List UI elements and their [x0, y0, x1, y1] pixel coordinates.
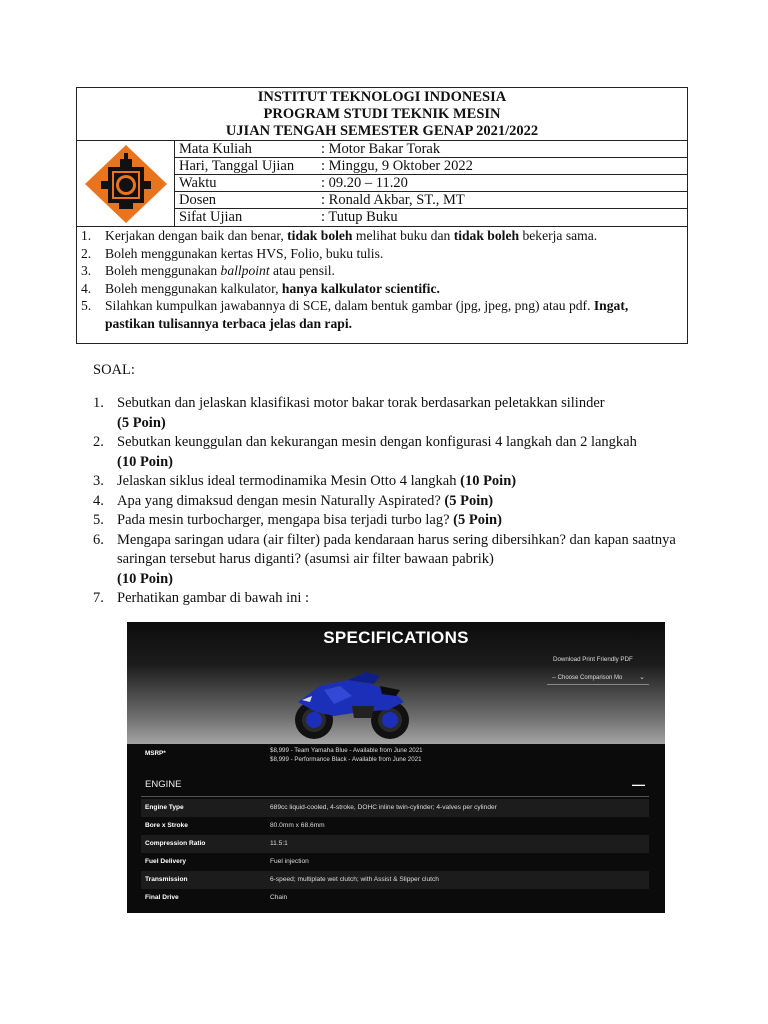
- spec-value: Chain: [270, 894, 288, 901]
- motorcycle-image: [290, 666, 414, 742]
- msrp-value: $8,999 - Team Yamaha Blue - Available from June 2021: [270, 747, 423, 754]
- soal-heading: SOAL:: [93, 362, 135, 378]
- question-item: 2. Sebutkan keunggulan dan kekurangan mesin dengan konfigurasi 4 langkah dan 2 langkah (10 Poin): [93, 434, 637, 470]
- download-pdf-link[interactable]: Download Print Friendly PDF: [553, 656, 633, 663]
- spec-row: [141, 889, 649, 907]
- info-label: Mata Kuliah: [179, 141, 252, 157]
- spec-row: [141, 853, 649, 871]
- comparison-select-value: -- Choose Comparison Mo: [552, 675, 623, 681]
- spec-key: Final Drive: [145, 894, 179, 901]
- rule-item: 5. Silahkan kumpulkan jawabannya di SCE, dalam bentuk gambar (jpg, jpeg, png) atau pdf. Ingat, pastikan tulisannya terbaca jelas dan rapi.: [81, 298, 629, 331]
- info-row-exam-type: [175, 208, 687, 225]
- question-item: 7. Perhatikan gambar di bawah ini :: [93, 590, 310, 606]
- spec-key: Compression Ratio: [145, 840, 206, 847]
- exam-header-box: [76, 87, 688, 344]
- info-value: : Motor Bakar Torak: [321, 141, 441, 157]
- question-item: 4. Apa yang dimaksud dengan mesin Naturally Aspirated? (5 Poin): [93, 492, 494, 509]
- comparison-select[interactable]: [547, 671, 649, 685]
- question-item: 1. Sebutkan dan jelaskan klasifikasi motor bakar torak berdasarkan peletakkan silinder (5 Poin): [93, 395, 605, 431]
- engine-section-title: ENGINE: [145, 779, 182, 790]
- info-label: Sifat Ujian: [179, 209, 243, 225]
- question-item: 6. Mengapa saringan udara (air filter) pada kendaraan harus sering dibersihkan? dan kapan saatnya saringan tersebut harus diganti? (asumsi air filter bawaan pabrik) (10 Poin): [93, 531, 676, 587]
- info-row-time: [175, 174, 687, 191]
- spec-key: Fuel Delivery: [145, 858, 187, 865]
- spec-value: 80.0mm x 68.6mm: [270, 822, 325, 829]
- rule-item: 1. Kerjakan dengan baik dan benar, tidak boleh melihat buku dan tidak boleh bekerja sama.: [81, 228, 598, 243]
- chevron-down-icon: ⌄: [639, 674, 645, 681]
- question-list: [93, 394, 693, 609]
- question-points: (10 Poin): [117, 570, 173, 587]
- rule-item: 3. Boleh menggunakan ballpoint atau pensil.: [81, 263, 335, 278]
- exam-name: UJIAN TENGAH SEMESTER GENAP 2021/2022: [225, 123, 539, 139]
- info-label: Hari, Tanggal Ujian: [179, 158, 295, 174]
- rule-item: 4. Boleh menggunakan kalkulator, hanya kalkulator scientific.: [81, 280, 440, 296]
- msrp-value: $8,999 - Performance Black - Available from June 2021: [270, 756, 422, 763]
- question-points: (5 Poin): [453, 512, 502, 528]
- info-label: Dosen: [179, 192, 217, 208]
- info-value: : Ronald Akbar, ST., MT: [321, 192, 465, 208]
- institution-name: INSTITUT TEKNOLOGI INDONESIA: [257, 89, 507, 105]
- spec-image: [127, 622, 665, 913]
- engine-section-header[interactable]: [141, 774, 649, 797]
- question-points: (10 Poin): [117, 453, 173, 470]
- institution-logo: [81, 143, 171, 225]
- spec-key: Transmission: [145, 876, 188, 883]
- question-points: (10 Poin): [460, 473, 517, 489]
- spec-row: [141, 871, 649, 889]
- question-points: (5 Poin): [444, 492, 494, 509]
- info-label: Waktu: [179, 175, 217, 191]
- info-value: : Tutup Buku: [321, 209, 398, 225]
- info-value: : Minggu, 9 Oktober 2022: [321, 158, 473, 174]
- program-name: PROGRAM STUDI TEKNIK MESIN: [263, 106, 501, 122]
- info-row-date: [175, 157, 687, 174]
- institution-title: [77, 88, 687, 140]
- spec-key: Bore x Stroke: [145, 822, 188, 829]
- spec-key: Engine Type: [145, 804, 184, 811]
- spec-title: SPECIFICATIONS: [323, 628, 469, 647]
- spec-value: 6-speed; multiplate wet clutch; with Assist & Slipper clutch: [270, 876, 439, 883]
- msrp-label: MSRP*: [145, 750, 166, 757]
- exam-info-table: [175, 140, 687, 225]
- rule-item: 2. Boleh menggunakan kertas HVS, Folio, buku tulis.: [81, 245, 384, 261]
- spec-row: [141, 817, 649, 835]
- info-row-course: [175, 140, 687, 157]
- info-row-lecturer: [175, 191, 687, 208]
- exam-rules: [77, 226, 687, 332]
- spec-value: Fuel injection: [270, 858, 309, 865]
- msrp-row: [127, 744, 665, 770]
- collapse-icon[interactable]: —: [632, 777, 645, 792]
- spec-value: 11.5:1: [270, 840, 288, 847]
- spec-row: [141, 799, 649, 817]
- question-item: 5. Pada mesin turbocharger, mengapa bisa terjadi turbo lag? (5 Poin): [93, 512, 502, 528]
- question-points: (5 Poin): [117, 414, 166, 431]
- spec-value: 689cc liquid-cooled, 4-stroke, DOHC inline twin-cylinder; 4-valves per cylinder: [270, 804, 497, 811]
- logo-cell: [77, 140, 175, 226]
- spec-row: [141, 835, 649, 853]
- question-item: 3. Jelaskan siklus ideal termodinamika Mesin Otto 4 langkah (10 Poin): [93, 473, 517, 489]
- info-value: : 09.20 – 11.20: [321, 175, 408, 191]
